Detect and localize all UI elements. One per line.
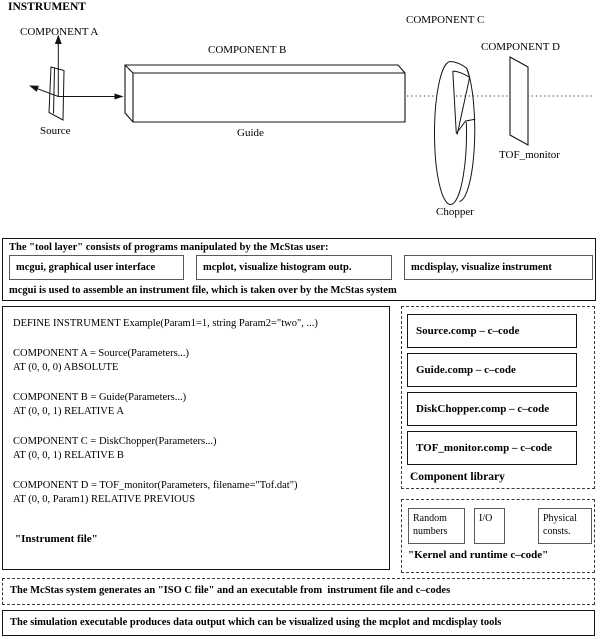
simulation-banner	[2, 610, 595, 636]
code-line: DEFINE INSTRUMENT Example(Param1=1, string Param2="two", ...)	[13, 318, 318, 329]
code-line: COMPONENT D = TOF_monitor(Parameters, filename="Tof.dat")	[13, 480, 298, 491]
kernel-runtime-caption: "Kernel and runtime c–code"	[408, 549, 549, 561]
iso-c-banner-text: The McStas system generates an "ISO C file" and an executable from instrument file and c–codes	[10, 585, 451, 596]
simulation-banner-text: The simulation executable produces data output which can be visualized using the mcplot and mcdisplay tools	[10, 617, 502, 628]
io-box: I/O	[474, 508, 505, 544]
mcgui-box	[9, 255, 184, 280]
component-library-caption: Component library	[410, 471, 505, 483]
tof-monitor-comp-box	[407, 431, 577, 465]
code-line: COMPONENT B = Guide(Parameters...)	[13, 392, 187, 403]
mcplot-label: mcplot, visualize histogram outp.	[203, 262, 352, 273]
instrument-file-caption: "Instrument file"	[15, 533, 98, 545]
diskchopper-comp-box	[407, 392, 577, 426]
chopper-shape	[434, 62, 475, 205]
component-library-box	[401, 306, 595, 489]
code-line: AT (0, 0, 1) RELATIVE B	[13, 450, 124, 461]
mcplot-box	[196, 255, 392, 280]
guide-comp-box	[407, 353, 577, 387]
source-comp-label: Source.comp – c–code	[416, 325, 520, 337]
tof-monitor-comp-label: TOF_monitor.comp – c–code	[416, 442, 552, 454]
mcdisplay-box	[404, 255, 593, 280]
tool-layer-footer: mcgui is used to assemble an instrument file, which is taken over by the McStas system	[9, 285, 397, 296]
code-line: COMPONENT C = DiskChopper(Parameters...)	[13, 436, 217, 447]
guide-label: Guide	[237, 127, 264, 139]
source-label: Source	[40, 125, 71, 137]
kernel-runtime-box	[401, 499, 595, 573]
code-line: AT (0, 0, 1) RELATIVE A	[13, 406, 124, 417]
physical-consts-box: Physical consts.	[538, 508, 592, 544]
iso-c-banner	[2, 578, 595, 605]
code-line: AT (0, 0, Param1) RELATIVE PREVIOUS	[13, 494, 196, 505]
instrument-file-box	[2, 306, 390, 570]
component-c-label: COMPONENT C	[406, 14, 485, 26]
diskchopper-comp-label: DiskChopper.comp – c–code	[416, 403, 550, 415]
component-d-label: COMPONENT D	[481, 41, 560, 53]
tof-monitor-shape	[510, 57, 528, 145]
chopper-label: Chopper	[436, 206, 474, 218]
mcgui-label: mcgui, graphical user interface	[16, 262, 156, 273]
tool-layer-box	[2, 238, 596, 301]
code-line: COMPONENT A = Source(Parameters...)	[13, 348, 190, 359]
instrument-code	[3, 307, 389, 545]
tof-monitor-label: TOF_monitor	[499, 149, 560, 161]
random-numbers-box: Random numbers	[408, 508, 465, 544]
tool-layer-intro: The "tool layer" consists of programs manipulated by the McStas user:	[9, 242, 329, 253]
code-line: AT (0, 0, 0) ABSOLUTE	[13, 362, 119, 373]
source-comp-box	[407, 314, 577, 348]
diagram-title: INSTRUMENT	[8, 1, 86, 13]
component-a-label: COMPONENT A	[20, 26, 99, 38]
axis-arrows	[31, 36, 123, 99]
guide-shape	[125, 65, 405, 122]
guide-comp-label: Guide.comp – c–code	[416, 364, 516, 376]
component-b-label: COMPONENT B	[208, 44, 287, 56]
mcdisplay-label: mcdisplay, visualize instrument	[411, 262, 552, 273]
